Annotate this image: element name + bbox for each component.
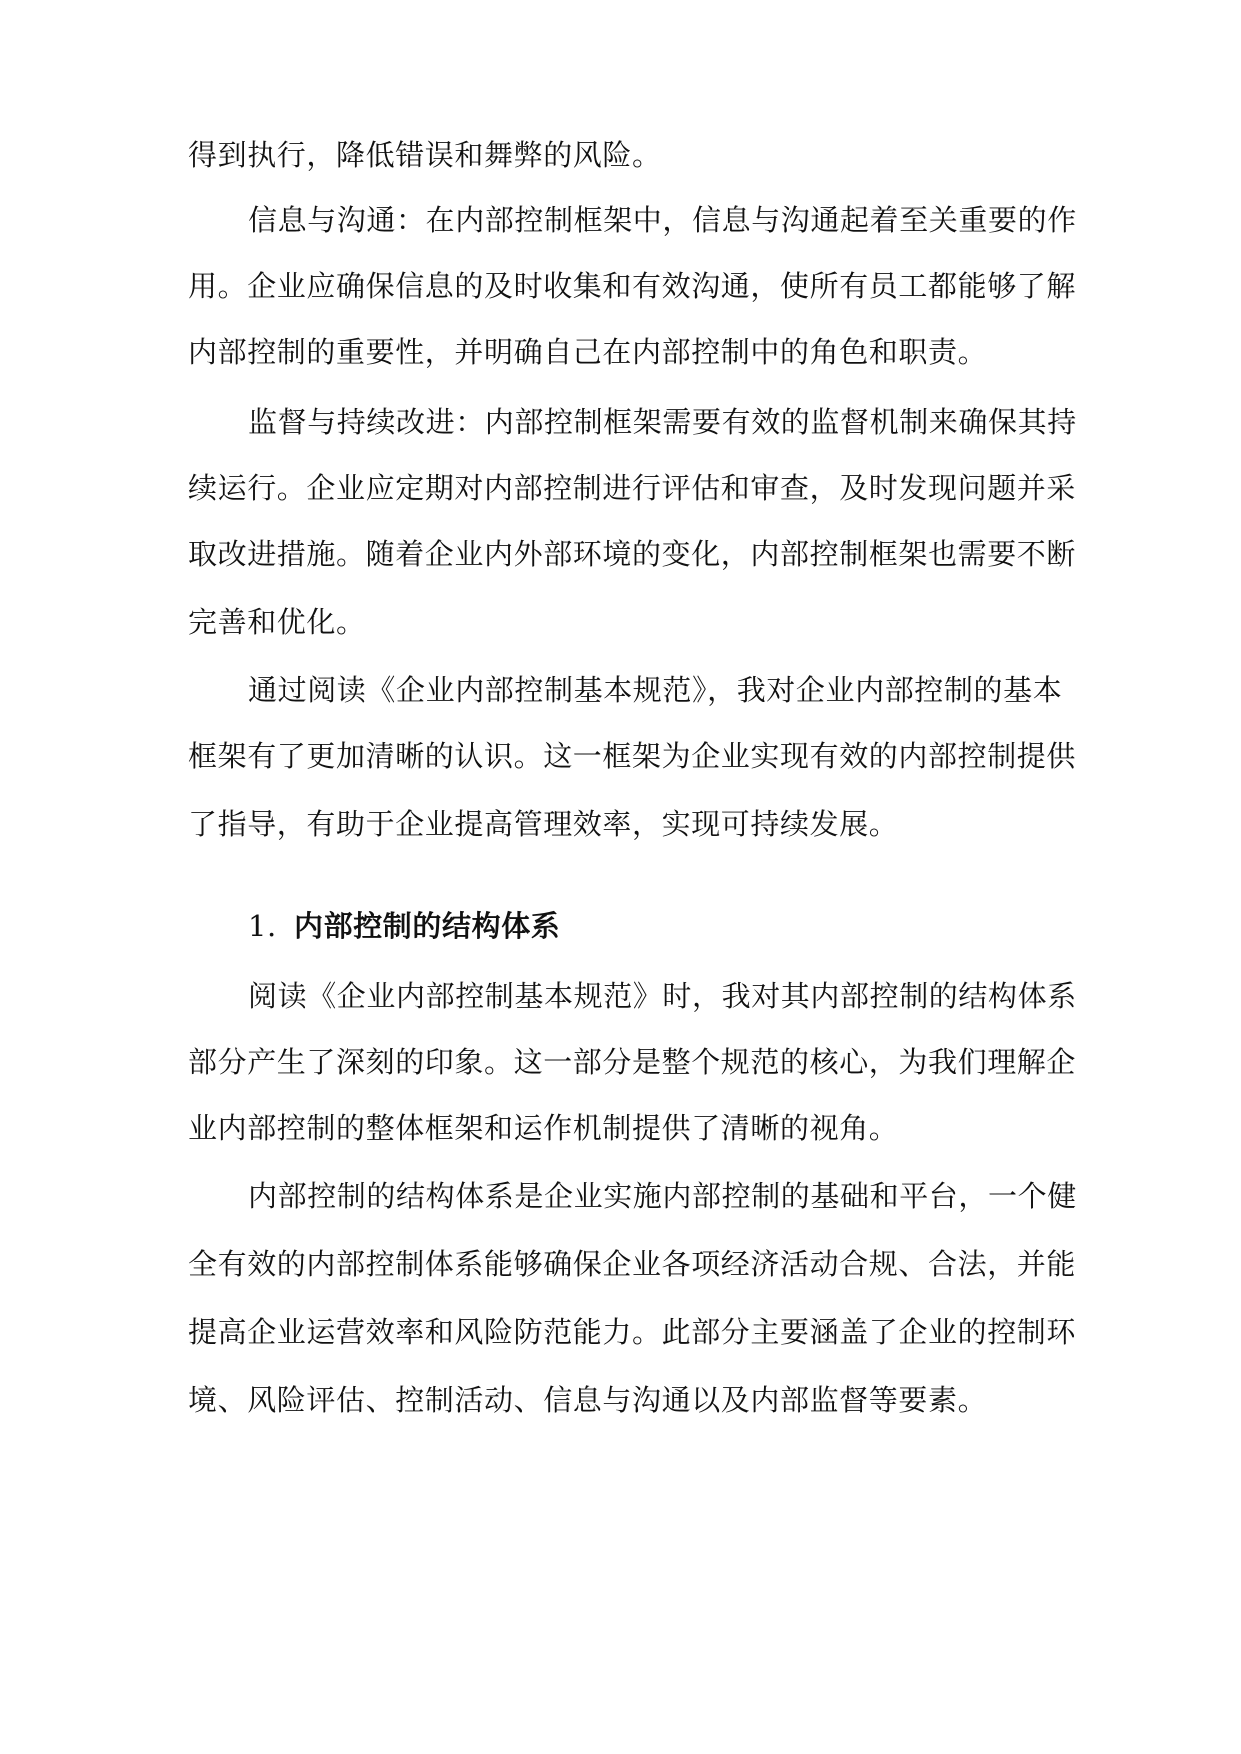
text-line: 了指导，有助于企业提高管理效率，实现可持续发展。 [188,807,899,841]
text-line: 用。企业应确保信息的及时收集和有效沟通，使所有员工都能够了解 [188,269,1077,303]
text-line: 提高企业运营效率和风险防范能力。此部分主要涵盖了企业的控制环 [188,1315,1077,1349]
text-line: 部分产生了深刻的印象。这一部分是整个规范的核心，为我们理解企 [188,1045,1077,1079]
section-title: 内部控制的结构体系 [294,909,561,943]
text-line: 内部控制的重要性，并明确自己在内部控制中的角色和职责。 [188,335,988,369]
text-line: 全有效的内部控制体系能够确保企业各项经济活动合规、合法，并能 [188,1247,1077,1281]
text-line: 监督与持续改进：内部控制框架需要有效的监督机制来确保其持 [248,405,1077,439]
text-line: 内部控制的结构体系是企业实施内部控制的基础和平台，一个健 [248,1179,1077,1213]
text-line: 阅读《企业内部控制基本规范》时，我对其内部控制的结构体系 [248,979,1077,1013]
text-line: 得到执行，降低错误和舞弊的风险。 [188,138,662,172]
text-line: 取改进措施。随着企业内外部环境的变化，内部控制框架也需要不断 [188,537,1077,571]
text-line: 境、风险评估、控制活动、信息与沟通以及内部监督等要素。 [188,1383,988,1417]
text-line: 框架有了更加清晰的认识。这一框架为企业实现有效的内部控制提供 [188,739,1077,773]
section-heading [248,906,1058,946]
text-line: 续运行。企业应定期对内部控制进行评估和审查，及时发现问题并采 [188,471,1077,505]
text-line: 通过阅读《企业内部控制基本规范》，我对企业内部控制的基本 [248,673,1063,707]
text-line: 信息与沟通：在内部控制框架中，信息与沟通起着至关重要的作 [248,203,1077,237]
section-number: 1. [248,909,277,943]
text-line: 业内部控制的整体框架和运作机制提供了清晰的视角。 [188,1111,899,1145]
text-line: 完善和优化。 [188,605,366,639]
